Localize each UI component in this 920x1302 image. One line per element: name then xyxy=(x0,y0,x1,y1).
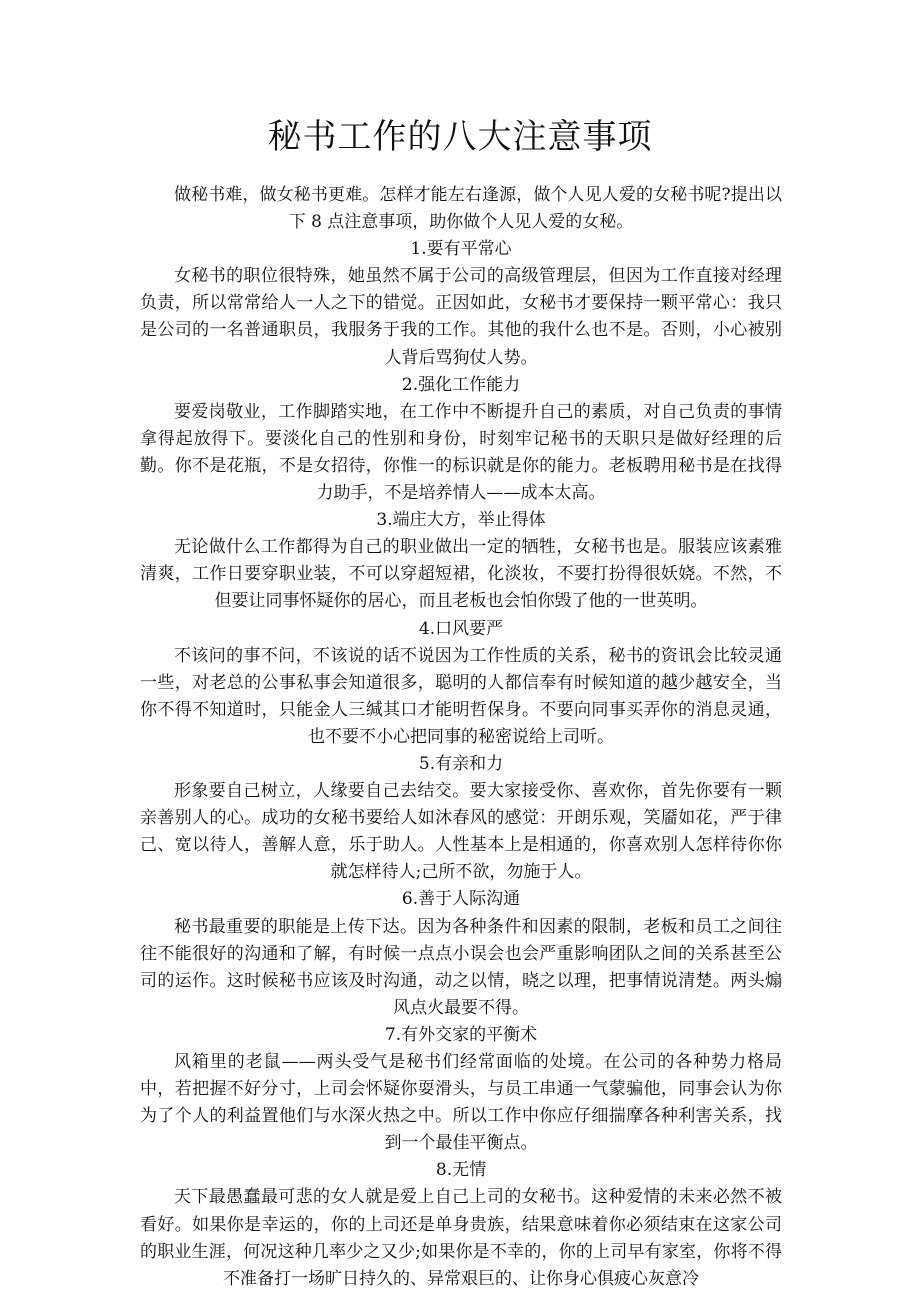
intro-paragraph: 做秘书难，做女秘书更难。怎样才能左右逢源，做个人见人爱的女秘书呢?提出以下 8 点注意事项，助你做个人见人爱的女秘。 xyxy=(174,185,782,233)
section-paragraph: 要爱岗敬业，工作脚踏实地，在工作中不断提升自己的素质，对自己负责的事情拿得起放得下。要淡化自己的性别和身份，时刻牢记秘书的天职只是做好经理的后勤。你不是花瓶，不是女招待，你惟一的标识就是你的能力。老板聘用秘书是在找得力助手，不是培养情人——成本太高。 xyxy=(140,401,782,504)
section-heading: 3.端庄大方，举止得体 xyxy=(376,510,546,531)
section-paragraph: 秘书最重要的职能是上传下达。因为各种条件和因素的限制，老板和员工之间往往不能很好的沟通和了解，有时候一点点小误会也会严重影响团队之间的关系甚至公司的运作。这时候秘书应该及时沟通，动之以情，晓之以理，把事情说清楚。两头煽风点火最要不得。 xyxy=(140,916,782,1018)
section-heading: 1.要有平常心 xyxy=(410,239,512,260)
article-body xyxy=(140,182,782,1293)
section-heading: 5.有亲和力 xyxy=(418,753,504,774)
page-title: 秘书工作的八大注意事项 xyxy=(267,117,653,157)
section-heading: 2.强化工作能力 xyxy=(401,374,521,395)
section-heading: 7.有外交家的平衡术 xyxy=(384,1024,538,1045)
section-heading: 8.无情 xyxy=(435,1160,487,1181)
section-paragraph: 女秘书的职位很特殊，她虽然不属于公司的高级管理层，但因为工作直接对经理负责，所以常常给人一人之下的错觉。正因如此，女秘书才要保持一颗平常心：我只是公司的一名普通职员，我服务于我的工作。其他的我什么也不是。否则，小心被别人背后骂狗仗人势。 xyxy=(140,266,782,368)
section-paragraph: 不该问的事不问，不该说的话不说因为工作性质的关系，秘书的资讯会比较灵通一些，对老总的公事私事会知道很多，聪明的人都信奉有时候知道的越少越安全，当你不得不知道时，只能金人三缄其口才能明哲保身。不要向同事买弄你的消息灵通，也不要不小心把同事的秘密说给上司听。 xyxy=(140,645,782,747)
section-paragraph: 风箱里的老鼠——两头受气是秘书们经常面临的处境。在公司的各种势力格局中，若把握不好分寸，上司会怀疑你耍滑头，与员工串通一气蒙骗他，同事会认为你为了个人的利益置他们与水深火热之中。所以工作中你应仔细揣摩各种利害关系，找到一个最佳平衡点。 xyxy=(140,1052,782,1154)
section-paragraph: 形象要自己树立，人缘要自己去结交。要大家接受你、喜欢你，首先你要有一颗亲善别人的心。成功的女秘书要给人如沐春风的感觉：开朗乐观，笑靥如花，严于律己、宽以待人，善解人意，乐于助人。人性基本上是相通的，你喜欢别人怎样待你你就怎样待人;己所不欲，勿施于人。 xyxy=(140,781,782,883)
section-heading: 4.口风要严 xyxy=(418,618,504,639)
section-paragraph: 无论做什么工作都得为自己的职业做出一定的牺牲，女秘书也是。服装应该素雅清爽，工作日要穿职业装，不可以穿超短裙，化淡妆，不要打扮得很妖娆。不然，不但要让同事怀疑你的居心，而且老板也会怕你毁了他的一世英明。 xyxy=(140,537,782,612)
section-heading: 6.善于人际沟通 xyxy=(401,889,521,910)
section-paragraph: 天下最愚蠢最可悲的女人就是爱上自己上司的女秘书。这种爱情的未来必然不被看好。如果你是幸运的，你的上司还是单身贵族，结果意味着你必须结束在这家公司的职业生涯，何况这种几率少之又少;如果你是不幸的，你的上司早有家室，你将不得不准备打一场旷日持久的、异常艰巨的、让你身心俱疲心灰意冷 xyxy=(140,1187,782,1289)
